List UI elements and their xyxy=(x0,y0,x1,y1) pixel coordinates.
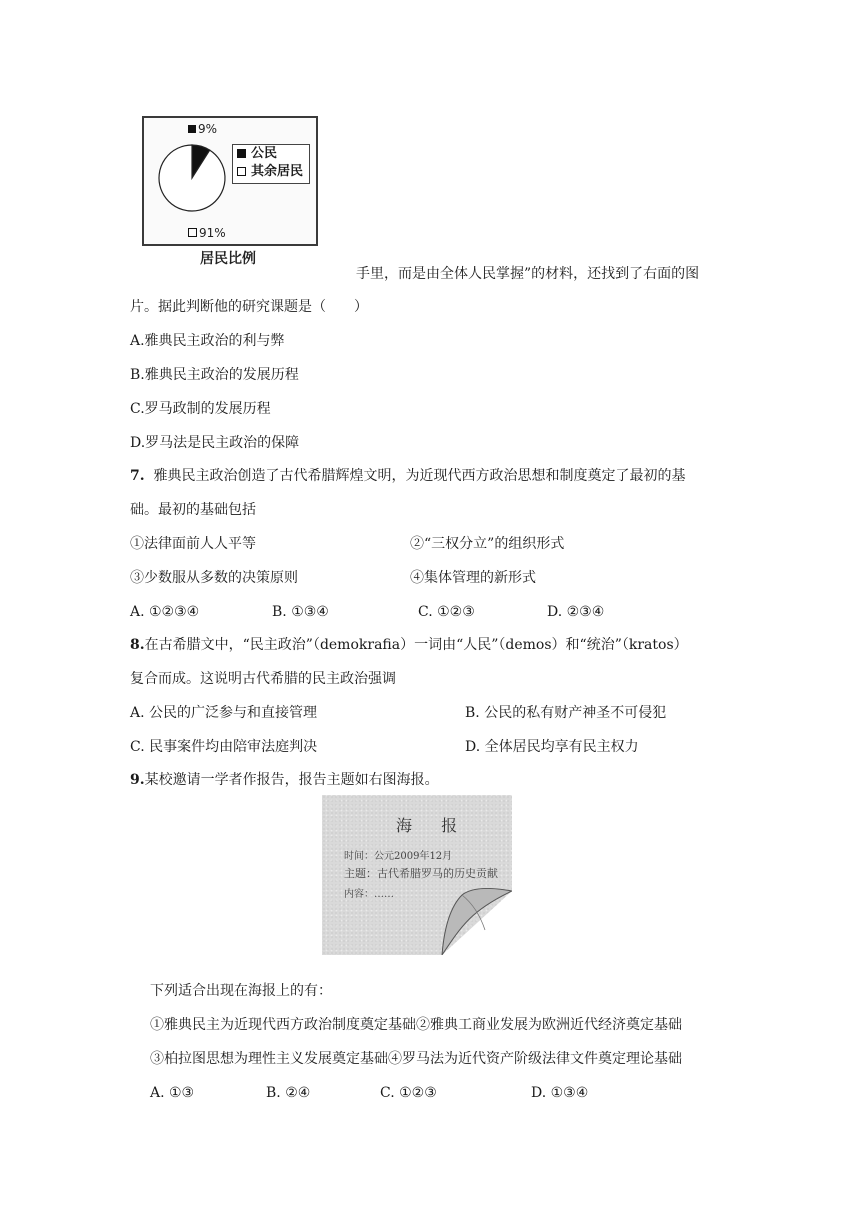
q8-option-b: B. 公民的私有财产神圣不可侵犯 xyxy=(465,705,667,721)
legend-item-civ: 公民 xyxy=(233,145,309,163)
legend-swatch-civ xyxy=(237,149,246,158)
q6-option-a: A.雅典民主政治的利与弊 xyxy=(130,333,285,349)
q9-choice-d: D. ①③④ xyxy=(531,1085,589,1101)
q9-choice-b: B. ②④ xyxy=(266,1085,311,1101)
q7-choice-b: B. ①③④ xyxy=(272,604,329,620)
q7-item-4: ④集体管理的新形式 xyxy=(410,570,536,586)
poster-image xyxy=(322,795,512,955)
legend-swatch-rest xyxy=(237,167,246,176)
q6-option-c: C.罗马政制的发展历程 xyxy=(130,401,271,417)
q7-item-3: ③少数服从多数的决策原则 xyxy=(130,570,298,586)
poster-time: 时间：公元2009年12月 xyxy=(344,851,453,862)
q6-stem-line2: 片。据此判断他的研究课题是（ ） xyxy=(130,299,368,315)
q8-stem-line2: 复合而成。这说明古代希腊的民主政治强调 xyxy=(130,671,396,687)
q7-number: 7. xyxy=(130,468,145,484)
q7-item-2: ②“三权分立”的组织形式 xyxy=(410,536,565,552)
q7-choice-a: A. ①②③④ xyxy=(130,604,200,620)
poster-theme: 主题：古代希腊罗马的历史贡献 xyxy=(344,867,498,880)
square-white-icon xyxy=(188,228,197,237)
q7-choice-c: C. ①②③ xyxy=(418,604,475,620)
q9-line2: ③柏拉图思想为理性主义发展奠定基础④罗马法为近代资产阶级法律文件奠定理论基础 xyxy=(150,1051,682,1067)
q6-stem-line1: 手里，而是由全体人民掌握”的材料，还找到了右面的图 xyxy=(356,266,700,282)
poster-content: 内容：…… xyxy=(344,889,394,900)
q8-number: 8. xyxy=(130,637,145,653)
legend-item-rest: 其余居民 xyxy=(233,163,309,181)
chart-caption: 居民比例 xyxy=(200,251,256,267)
q8-option-c: C. 民事案件均由陪审法庭判决 xyxy=(130,739,318,755)
q9-prompt: 下列适合出现在海报上的有： xyxy=(150,983,332,999)
q7-stem-line1: 7. 雅典民主政治创造了古代希腊辉煌文明，为近现代西方政治思想和制度奠定了最初的基 xyxy=(130,468,686,484)
q7-item-1: ①法律面前人人平等 xyxy=(130,536,256,552)
q7-choice-d: D. ②③④ xyxy=(547,604,605,620)
pie-slice-rest xyxy=(159,145,225,211)
q7-stem-line2: 础。最初的基础包括 xyxy=(130,502,256,518)
q8-option-a: A. 公民的广泛参与和直接管理 xyxy=(130,705,318,721)
q6-option-d: D.罗马法是民主政治的保障 xyxy=(130,435,300,451)
q9-choice-c: C. ①②③ xyxy=(380,1085,437,1101)
pie-chart-figure xyxy=(142,116,318,246)
chart-label-rest: 91% xyxy=(188,226,226,240)
q9-choice-a: A. ①③ xyxy=(150,1085,195,1101)
poster-curl-icon xyxy=(322,795,512,955)
q8-stem-line1: 8.在古希腊文中，“民主政治”（demokrafia）一词由“人民”（demos）和“统治”（kratos） xyxy=(130,637,688,653)
q9-stem: 9.某校邀请一学者作报告，报告主题如右图海报。 xyxy=(130,772,439,788)
q9-number: 9. xyxy=(130,772,145,788)
q6-option-b: B.雅典民主政治的发展历程 xyxy=(130,367,299,383)
chart-legend xyxy=(232,144,310,184)
q9-line1: ①雅典民主为近现代西方政治制度奠定基础②雅典工商业发展为欧洲近代经济奠定基础 xyxy=(150,1017,682,1033)
poster-title: 海 报 xyxy=(396,816,470,835)
q8-option-d: D. 全体居民均享有民主权力 xyxy=(465,739,639,755)
chart-label-civ: 9% xyxy=(188,122,217,136)
